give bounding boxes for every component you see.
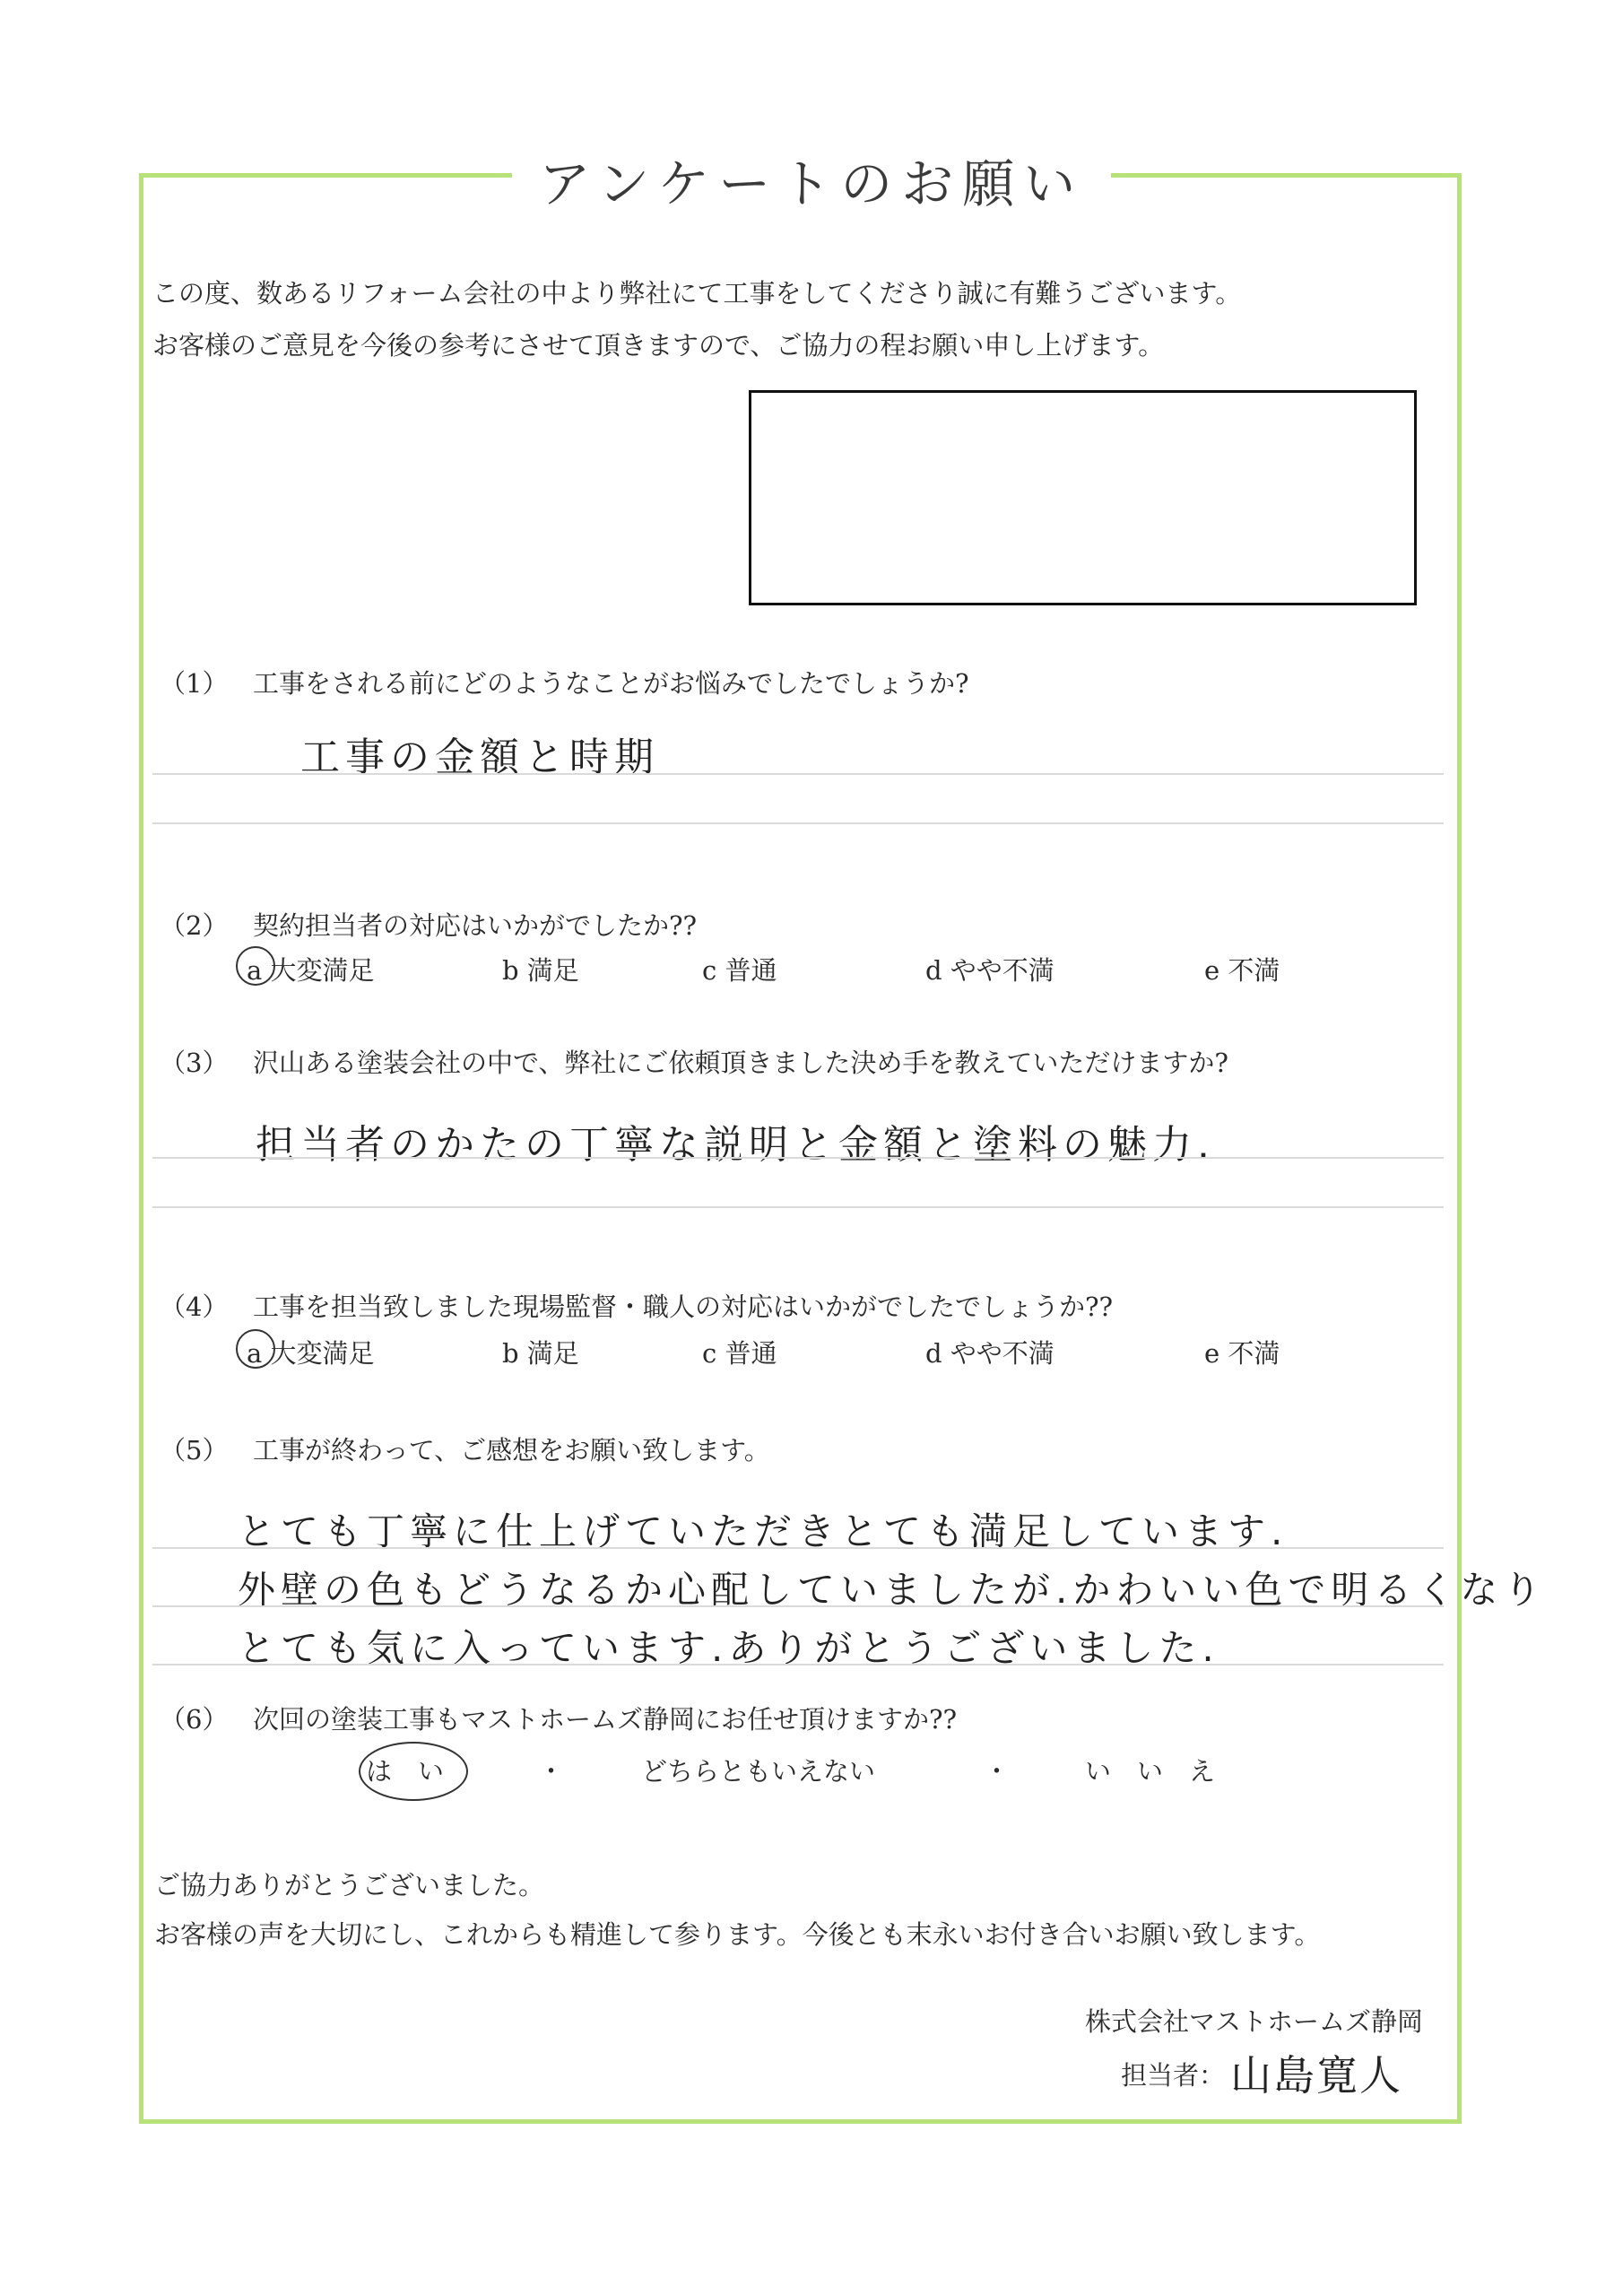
q5-answer-line-1[interactable]: とても丁寧に仕上げていただきとても満足しています. (238, 1509, 1289, 1553)
q2-question: 契約担当者の対応はいかがでしたか?? (253, 910, 698, 941)
q2-option-d[interactable]: d やや不満 (925, 955, 1055, 986)
q3-rule-1 (152, 1157, 1444, 1159)
staff-label: 担当者： (1121, 2060, 1226, 2091)
q6-separator-1: ・ (538, 1756, 565, 1787)
q1-rule-1 (152, 773, 1444, 775)
q1-question: 工事をされる前にどのようなことがお悩みでしたでしょうか? (253, 668, 969, 699)
q4-question: 工事を担当致しました現場監督・職人の対応はいかがでしたでしょうか?? (253, 1292, 1114, 1322)
q6-question: 次回の塗装工事もマストホームズ静岡にお任せ頂けますか?? (253, 1704, 958, 1735)
intro-line-1: この度、数あるリフォーム会社の中より弊社にて工事をしてくださり誠に有難うございます。 (152, 278, 1242, 309)
q5-answer-line-3[interactable]: とても気に入っています.ありがとうございました. (238, 1626, 1219, 1670)
q1-number: （1） (160, 668, 229, 699)
q5-question: 工事が終わって、ご感想をお願い致します。 (253, 1435, 770, 1465)
q4-number: （4） (160, 1292, 229, 1322)
intro-line-2: お客様のご意見を今後の参考にさせて頂きますので、ご協力の程お願い申し上げます。 (152, 330, 1165, 361)
q6-option-neither[interactable]: どちらともいえない (641, 1756, 876, 1787)
q6-option-yes[interactable]: は い (366, 1756, 445, 1787)
q5-answer-line-2[interactable]: 外壁の色もどうなるか心配していましたが.かわいい色で明るくなり (238, 1568, 1547, 1612)
q3-rule-2 (152, 1206, 1444, 1208)
q6-number: （6） (160, 1704, 229, 1735)
q5-rule-2 (152, 1605, 1444, 1607)
q3-question: 沢山ある塗装会社の中で、弊社にご依頼頂きました決め手を教えていただけますか? (253, 1048, 1228, 1078)
title-wrap (0, 142, 1623, 217)
q3-answer[interactable]: 担当者のかたの丁寧な説明と金額と塗料の魅力. (256, 1122, 1215, 1168)
q5-number: （5） (160, 1435, 229, 1465)
q4-option-a[interactable]: a 大変満足 (247, 1338, 375, 1369)
q4-option-d[interactable]: d やや不満 (925, 1338, 1055, 1369)
q6-separator-2: ・ (984, 1756, 1011, 1787)
q2-option-b[interactable]: b 満足 (502, 955, 579, 986)
q4-option-e[interactable]: e 不満 (1204, 1338, 1280, 1369)
q3-number: （3） (160, 1048, 229, 1078)
q6-option-no[interactable]: い い え (1085, 1756, 1216, 1787)
page-title: アンケートのお願い (512, 142, 1112, 217)
closing-line-2: お客様の声を大切にし、これからも精進して参ります。今後とも末永いお付き合いお願い致します。 (154, 1919, 1321, 1950)
q2-option-e[interactable]: e 不満 (1204, 955, 1280, 986)
q5-rule-1 (152, 1547, 1444, 1549)
q5-rule-3 (152, 1664, 1444, 1665)
staff-signature: 山島寛人 (1230, 2051, 1402, 2100)
closing-line-1: ご協力ありがとうございました。 (154, 1870, 545, 1900)
company-name: 株式会社マストホームズ静岡 (1085, 2006, 1424, 2037)
q4-option-b[interactable]: b 満足 (502, 1338, 579, 1369)
q4-option-c[interactable]: c 普通 (702, 1338, 777, 1369)
q2-number: （2） (160, 910, 229, 941)
q1-answer[interactable]: 工事の金額と時期 (300, 735, 659, 780)
customer-info-box (749, 390, 1417, 605)
q2-option-a[interactable]: a 大変満足 (247, 955, 375, 986)
q1-rule-2 (152, 822, 1444, 824)
q2-option-c[interactable]: c 普通 (702, 955, 777, 986)
